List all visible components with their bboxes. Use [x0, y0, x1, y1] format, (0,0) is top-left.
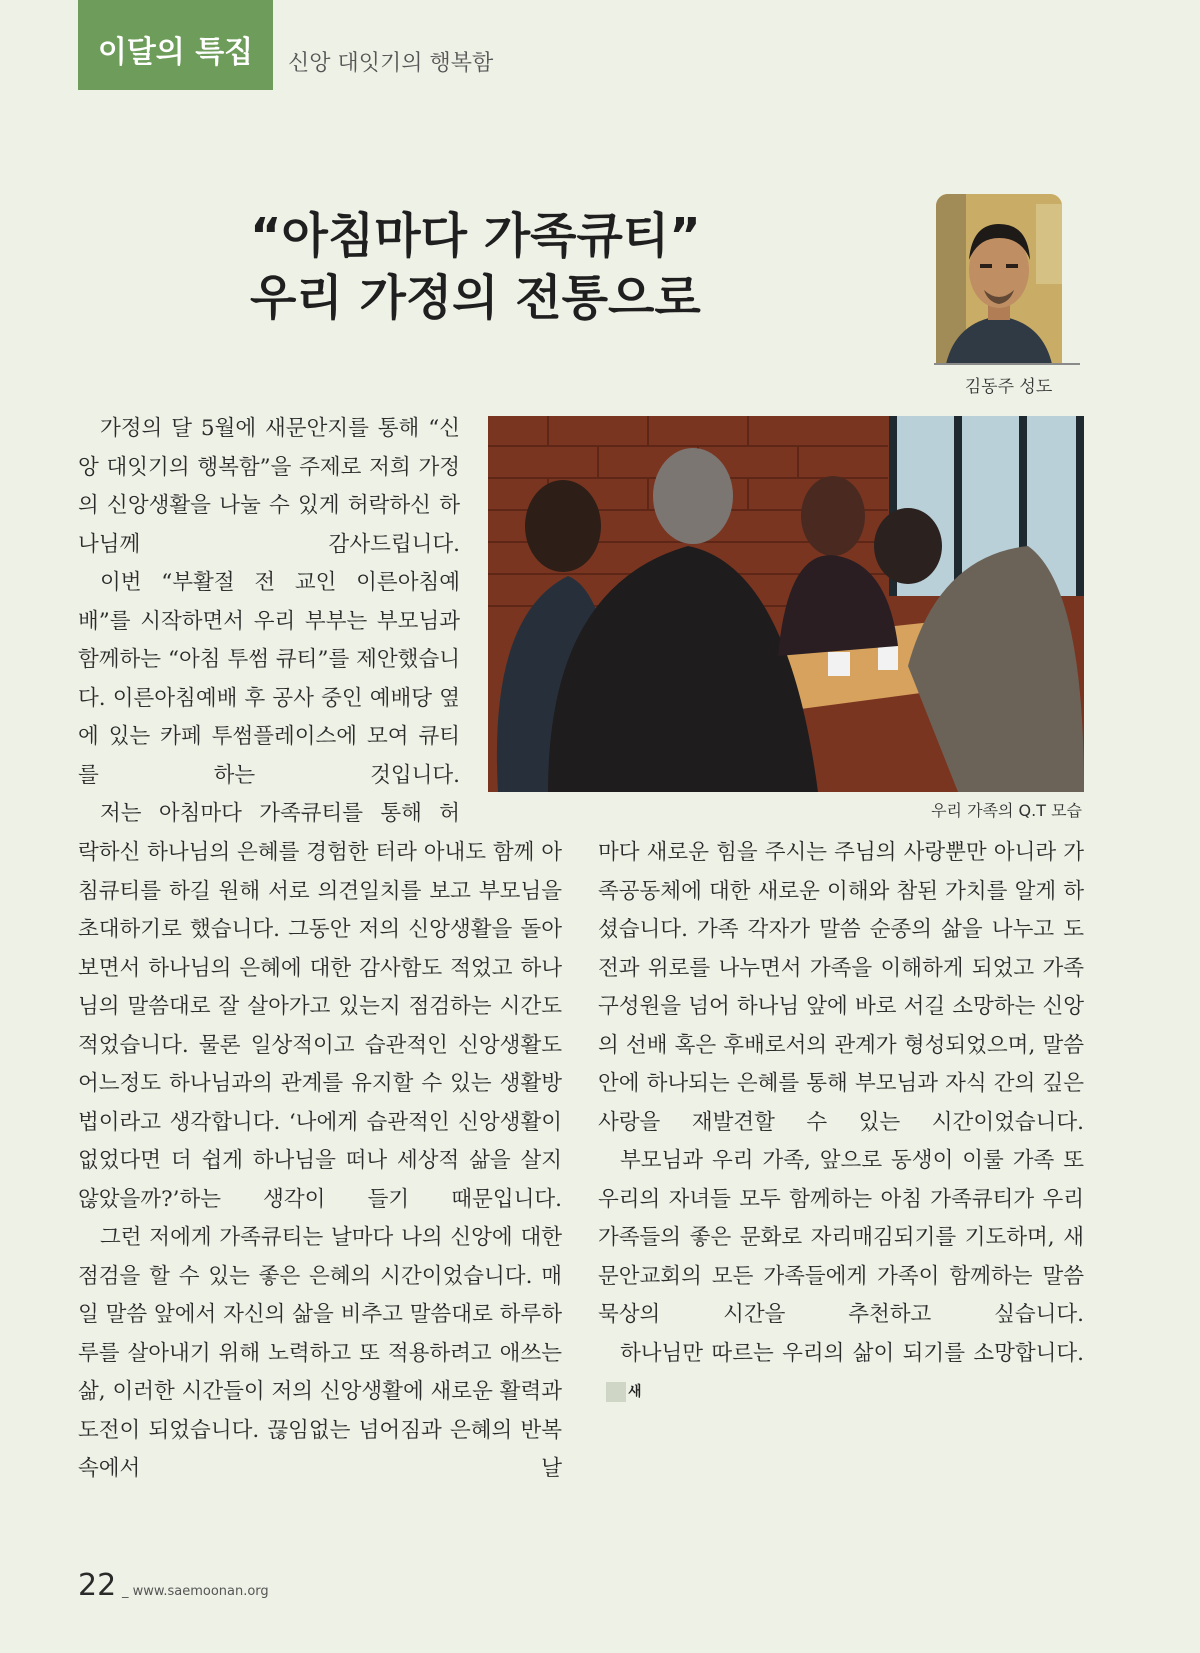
page-number: 22 — [78, 1568, 117, 1603]
paragraph — [598, 1335, 1084, 1412]
title-line-1: “아침마다 가족큐티” — [250, 208, 701, 264]
paragraph: 가정의 달 5월에 새문안지를 통해 “신앙 대잇기의 행복함”을 주제로 저희 가정의 신앙생활을 나눌 수 있게 허락하신 하나님께 감사드립니다. — [78, 416, 460, 557]
site-url: _ www.saemoonan.org — [122, 1584, 269, 1599]
author-name: 김동주 성도 — [964, 377, 1053, 397]
paragraph: 그런 저에게 가족큐티는 날마다 나의 신앙에 대한 점검을 할 수 있는 좋은 은혜의 시간이었습니다. 매일 말씀 앞에서 자신의 삶을 비추고 말씀대로 하루하루를 살아내기 위해 노력하고 또 적용하려고 애쓰는 삶, 이러한 시간들이 저의 신앙생활에 새로운 활력과 도전이 되었습니다. 끊임없는 넘어짐과 은혜의 반복 속에서 날 — [78, 1225, 562, 1481]
paragraph: 마다 새로운 힘을 주시는 주님의 사랑뿐만 아니라 가족공동체에 대한 새로운 이해와 참된 가치를 알게 하셨습니다. 가족 각자가 말씀 순종의 삶을 나누고 도전과 위로를 나누면서 가족을 이해하게 되었고 가족 구성원을 넘어 하나님 앞에 바로 서길 소망하는 신앙의 선배 혹은 후배로서의 관계가 형성되었으며, 말씀 안에 하나되는 은혜를 통해 부모님과 자식 간의 깊은 사랑을 재발견할 수 있는 시간이었습니다. — [598, 840, 1084, 1135]
closing-text: 하나님만 따르는 우리의 삶이 되기를 소망합니다. — [620, 1340, 1084, 1366]
author-portrait-illustration — [936, 194, 1062, 364]
paragraph: 부모님과 우리 가족, 앞으로 동생이 이룰 가족 또 우리의 자녀들 모두 함께하는 아침 가족큐티가 우리 가족들의 좋은 문화로 자리매김되기를 기도하며, 새문안교회의 모든 가족들에게 가족이 함께하는 말씀 묵상의 시간을 추천하고 싶습니다. — [598, 1148, 1084, 1327]
section-subtitle: 신앙 대잇기의 행복함 — [288, 51, 494, 76]
section-tag: 이달의 특집 — [78, 0, 273, 90]
body-column-left — [78, 834, 562, 1489]
paragraph: 락하신 하나님의 은혜를 경험한 터라 아내도 함께 아침큐티를 하길 원해 서로 의견일치를 보고 부모님을 초대하기로 했습니다. 그동안 저의 신앙생활을 돌아보면서 하나님의 은혜에 대한 감사함도 적었고 하나님의 말씀대로 잘 살아가고 있는지 점검하는 시간도 적었습니다. 물론 일상적이고 습관적인 신앙생활도 어느정도 하나님과의 관계를 유지할 수 있는 생활방법이라고 생각합니다. ‘나에게 습관적인 신앙생활이 없었다면 더 쉽게 하나님을 떠나 세상적 삶을 살지 않았을까?’하는 생각이 들기 때문입니다. — [78, 840, 562, 1212]
author-portrait — [936, 194, 1062, 364]
paragraph: 저는 아침마다 가족큐티를 통해 허 — [100, 801, 460, 826]
author-divider — [934, 363, 1080, 365]
article-title — [250, 205, 870, 329]
end-mark-icon: 새 — [606, 1382, 626, 1402]
paragraph: 이번 “부활절 전 교인 이른아침예배”를 시작하면서 우리 부부는 부모님과 함께하는 “아침 투썸 큐티”를 제안했습니다. 이른아침예배 후 공사 중인 예배당 옆에 있는 카페 투썸플레이스에 모여 큐티를 하는 것입니다. — [78, 570, 460, 788]
body-column-right — [598, 834, 1084, 1412]
body-column-top — [78, 410, 460, 834]
photo-caption: 우리 가족의 Q.T 모습 — [931, 801, 1082, 820]
title-line-2: 우리 가정의 전통으로 — [250, 270, 701, 326]
family-photo-illustration — [488, 416, 1084, 792]
family-qt-photo — [488, 416, 1084, 792]
